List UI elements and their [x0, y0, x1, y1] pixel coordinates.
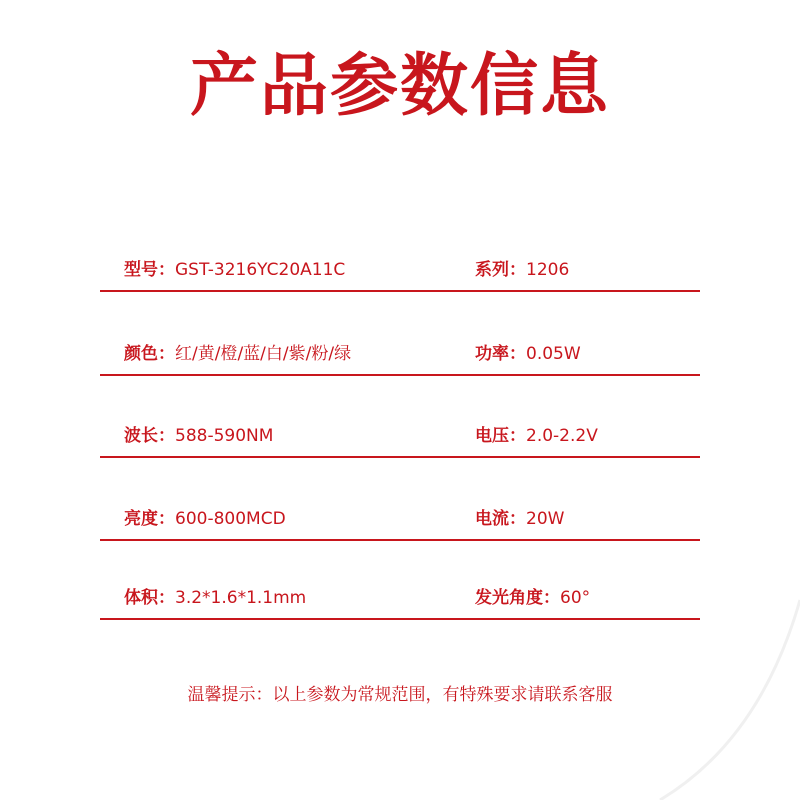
spec-label: 体积： — [124, 588, 175, 608]
spec-label: 发光角度： — [475, 588, 560, 608]
spec-label: 电流： — [475, 509, 526, 529]
spec-label: 系列： — [475, 260, 526, 280]
spec-value: 0.05W — [526, 344, 581, 364]
spec-wavelength — [124, 416, 273, 456]
spec-row-model — [100, 250, 700, 292]
spec-label: 电压： — [475, 426, 526, 446]
spec-row-color — [100, 334, 700, 376]
spec-label: 亮度： — [124, 509, 175, 529]
spec-row-brightness — [100, 499, 700, 541]
spec-power — [475, 334, 581, 374]
spec-size — [124, 578, 306, 618]
spec-value: GST-3216YC20A11C — [175, 260, 346, 280]
spec-value: 1206 — [526, 260, 570, 280]
spec-beam-angle — [475, 578, 590, 618]
spec-value: 600-800MCD — [175, 509, 286, 529]
spec-row-size — [100, 578, 700, 620]
spec-brightness — [124, 499, 286, 539]
page-title: 产品参数信息 — [189, 47, 610, 126]
spec-value: 红/黄/橙/蓝/白/紫/粉/绿 — [175, 344, 352, 364]
spec-label: 颜色： — [124, 344, 175, 364]
spec-label: 功率： — [475, 344, 526, 364]
spec-value: 3.2*1.6*1.1mm — [175, 588, 307, 608]
spec-voltage — [475, 416, 598, 456]
spec-series — [475, 250, 569, 290]
spec-label: 型号： — [124, 260, 175, 280]
footer-note: 温馨提示：以上参数为常规范围，有特殊要求请联系客服 — [187, 685, 613, 705]
spec-label: 波长： — [124, 426, 175, 446]
spec-model — [124, 250, 345, 290]
spec-current — [475, 499, 564, 539]
spec-value: 20W — [526, 509, 565, 529]
spec-row-wavelength — [100, 416, 700, 458]
spec-color — [124, 334, 351, 374]
spec-value: 60° — [560, 588, 591, 608]
spec-value: 588-590NM — [175, 426, 274, 446]
spec-value: 2.0-2.2V — [526, 426, 598, 446]
